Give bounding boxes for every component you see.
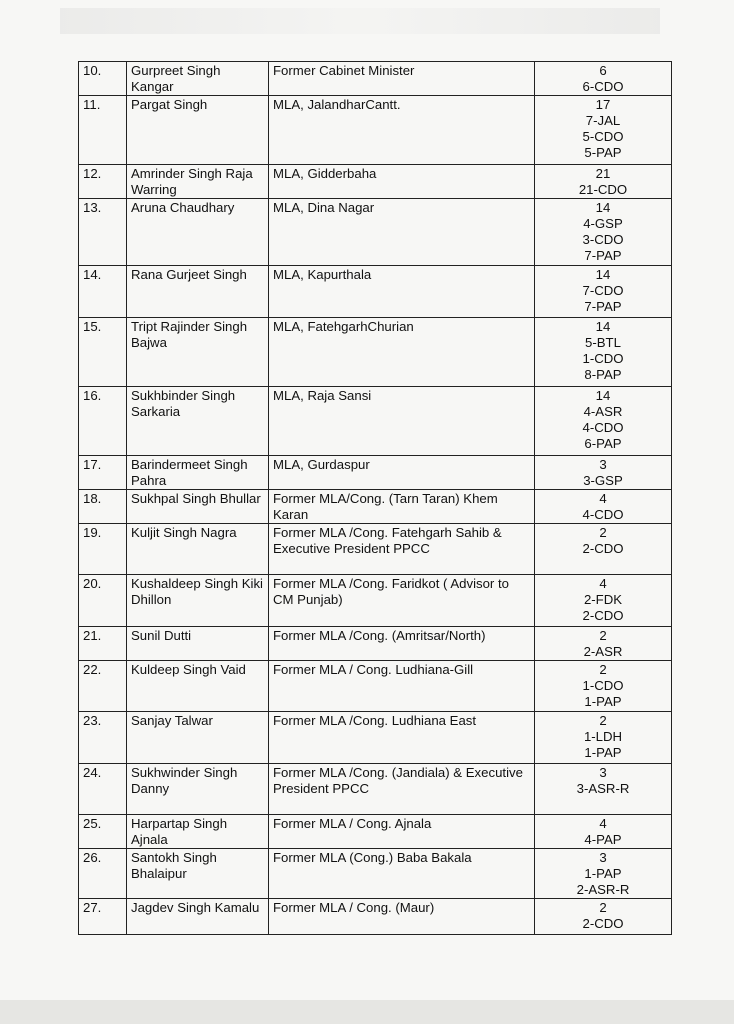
table-row	[79, 575, 672, 627]
security-count-line: 1-CDO	[582, 678, 624, 693]
table-row	[79, 524, 672, 575]
security-count-line: 4-ASR	[583, 404, 623, 419]
security-count-line: 2-FDK	[583, 592, 623, 607]
security-count-line: 5-CDO	[582, 129, 624, 144]
designation-cell: Former Cabinet Minister	[269, 62, 535, 96]
serial-number-cell: 14.	[79, 266, 127, 318]
security-count-line: 7-JAL	[585, 113, 621, 128]
designation-cell: Former MLA/Cong. (Tarn Taran) Khem Karan	[269, 490, 535, 524]
serial-number-cell: 25.	[79, 815, 127, 849]
security-count-line: 8-PAP	[584, 367, 622, 382]
security-count-line: 4-CDO	[582, 507, 624, 522]
serial-number-cell: 23.	[79, 712, 127, 764]
security-count-line: 1-PAP	[584, 694, 622, 709]
security-count-line: 14	[595, 267, 611, 282]
designation-cell: Former MLA /Cong. Ludhiana East	[269, 712, 535, 764]
security-count-cell	[535, 318, 672, 387]
table-row	[79, 849, 672, 899]
security-count-line: 2-ASR-R	[576, 882, 630, 897]
name-cell: Santokh Singh Bhalaipur	[127, 849, 269, 899]
scan-bleed-through	[60, 8, 660, 34]
security-count-line: 1-PAP	[584, 745, 622, 760]
security-count-cell	[535, 524, 672, 575]
security-count-line: 7-PAP	[584, 248, 622, 263]
name-cell: Aruna Chaudhary	[127, 199, 269, 266]
security-count-line: 7-PAP	[584, 299, 622, 314]
security-roster-table	[78, 61, 672, 935]
security-count-cell	[535, 712, 672, 764]
security-count-cell	[535, 387, 672, 456]
serial-number-cell: 11.	[79, 96, 127, 165]
name-cell: Rana Gurjeet Singh	[127, 266, 269, 318]
designation-cell: Former MLA /Cong. (Amritsar/North)	[269, 627, 535, 661]
table-row	[79, 387, 672, 456]
security-count-line: 2-CDO	[582, 916, 624, 931]
designation-cell: MLA, Gurdaspur	[269, 456, 535, 490]
table-row	[79, 899, 672, 935]
designation-cell: Former MLA / Cong. Ludhiana-Gill	[269, 661, 535, 712]
security-count-line: 2-CDO	[582, 541, 624, 556]
roster-table-body	[79, 62, 672, 935]
security-count-cell	[535, 96, 672, 165]
security-count-cell	[535, 266, 672, 318]
serial-number-cell: 13.	[79, 199, 127, 266]
serial-number-cell: 16.	[79, 387, 127, 456]
name-cell: Kushaldeep Singh Kiki Dhillon	[127, 575, 269, 627]
security-count-line: 3-GSP	[583, 473, 623, 488]
security-count-cell	[535, 62, 672, 96]
serial-number-cell: 20.	[79, 575, 127, 627]
security-count-line: 2	[599, 662, 607, 677]
serial-number-cell: 26.	[79, 849, 127, 899]
serial-number-cell: 15.	[79, 318, 127, 387]
security-count-line: 3	[599, 765, 607, 780]
security-count-line: 2	[599, 628, 607, 643]
designation-cell: Former MLA /Cong. Fatehgarh Sahib & Executive President PPCC	[269, 524, 535, 575]
serial-number-cell: 12.	[79, 165, 127, 199]
name-cell: Jagdev Singh Kamalu	[127, 899, 269, 935]
designation-cell: MLA, Gidderbaha	[269, 165, 535, 199]
name-cell: Sunil Dutti	[127, 627, 269, 661]
table-row	[79, 266, 672, 318]
security-count-line: 4	[599, 491, 607, 506]
name-cell: Amrinder Singh Raja Warring	[127, 165, 269, 199]
designation-cell: MLA, Kapurthala	[269, 266, 535, 318]
table-row	[79, 456, 672, 490]
table-row	[79, 165, 672, 199]
security-count-line: 14	[595, 319, 611, 334]
name-cell: Sukhbinder Singh Sarkaria	[127, 387, 269, 456]
security-count-line: 1-CDO	[582, 351, 624, 366]
name-cell: Kuljit Singh Nagra	[127, 524, 269, 575]
security-count-line: 3	[599, 850, 607, 865]
security-count-cell	[535, 815, 672, 849]
name-cell: Harpartap Singh Ajnala	[127, 815, 269, 849]
security-count-line: 6	[599, 63, 607, 78]
security-count-cell	[535, 899, 672, 935]
security-count-cell	[535, 849, 672, 899]
security-count-line: 14	[595, 200, 611, 215]
security-count-cell	[535, 165, 672, 199]
security-count-line: 6-CDO	[582, 79, 624, 94]
name-cell: Sukhwinder Singh Danny	[127, 764, 269, 815]
security-count-line: 2-CDO	[582, 608, 624, 623]
table-row	[79, 490, 672, 524]
designation-cell: Former MLA /Cong. Faridkot ( Advisor to CM Punjab)	[269, 575, 535, 627]
security-count-line: 2	[599, 900, 607, 915]
security-count-cell	[535, 764, 672, 815]
designation-cell: MLA, JalandharCantt.	[269, 96, 535, 165]
table-row	[79, 627, 672, 661]
security-count-cell	[535, 627, 672, 661]
serial-number-cell: 10.	[79, 62, 127, 96]
security-count-cell	[535, 199, 672, 266]
serial-number-cell: 21.	[79, 627, 127, 661]
designation-cell: MLA, FatehgarhChurian	[269, 318, 535, 387]
security-count-line: 21-CDO	[578, 182, 628, 197]
security-count-line: 14	[595, 388, 611, 403]
scan-bottom-edge	[0, 1000, 734, 1024]
table-row	[79, 318, 672, 387]
name-cell: Sukhpal Singh Bhullar	[127, 490, 269, 524]
table-row	[79, 62, 672, 96]
security-count-line: 4-PAP	[584, 832, 622, 847]
table-row	[79, 661, 672, 712]
serial-number-cell: 17.	[79, 456, 127, 490]
name-cell: Pargat Singh	[127, 96, 269, 165]
serial-number-cell: 27.	[79, 899, 127, 935]
security-count-line: 17	[595, 97, 611, 112]
name-cell: Sanjay Talwar	[127, 712, 269, 764]
designation-cell: Former MLA / Cong. Ajnala	[269, 815, 535, 849]
serial-number-cell: 18.	[79, 490, 127, 524]
security-count-line: 1-LDH	[583, 729, 623, 744]
security-count-line: 21	[595, 166, 611, 181]
security-count-line: 1-PAP	[584, 866, 622, 881]
security-count-cell	[535, 456, 672, 490]
security-count-line: 2-ASR	[583, 644, 623, 659]
security-count-cell	[535, 575, 672, 627]
security-count-line: 4	[599, 576, 607, 591]
table-row	[79, 815, 672, 849]
security-count-line: 6-PAP	[584, 436, 622, 451]
security-count-line: 7-CDO	[582, 283, 624, 298]
security-count-line: 3-ASR-R	[576, 781, 630, 796]
security-count-cell	[535, 490, 672, 524]
security-count-line: 4-CDO	[582, 420, 624, 435]
security-count-line: 5-PAP	[584, 145, 622, 160]
table-row	[79, 712, 672, 764]
table-row	[79, 96, 672, 165]
security-count-line: 5-BTL	[585, 335, 621, 350]
name-cell: Gurpreet Singh Kangar	[127, 62, 269, 96]
serial-number-cell: 22.	[79, 661, 127, 712]
security-count-line: 2	[599, 713, 607, 728]
designation-cell: MLA, Dina Nagar	[269, 199, 535, 266]
name-cell: Tript Rajinder Singh Bajwa	[127, 318, 269, 387]
security-count-line: 2	[599, 525, 607, 540]
security-count-line: 4-GSP	[583, 216, 623, 231]
table-row	[79, 199, 672, 266]
name-cell: Barindermeet Singh Pahra	[127, 456, 269, 490]
security-count-line: 3-CDO	[582, 232, 624, 247]
designation-cell: Former MLA (Cong.) Baba Bakala	[269, 849, 535, 899]
designation-cell: Former MLA /Cong. (Jandiala) & Executive President PPCC	[269, 764, 535, 815]
security-count-line: 4	[599, 816, 607, 831]
serial-number-cell: 19.	[79, 524, 127, 575]
table-row	[79, 764, 672, 815]
security-count-cell	[535, 661, 672, 712]
designation-cell: MLA, Raja Sansi	[269, 387, 535, 456]
designation-cell: Former MLA / Cong. (Maur)	[269, 899, 535, 935]
serial-number-cell: 24.	[79, 764, 127, 815]
security-count-line: 3	[599, 457, 607, 472]
name-cell: Kuldeep Singh Vaid	[127, 661, 269, 712]
